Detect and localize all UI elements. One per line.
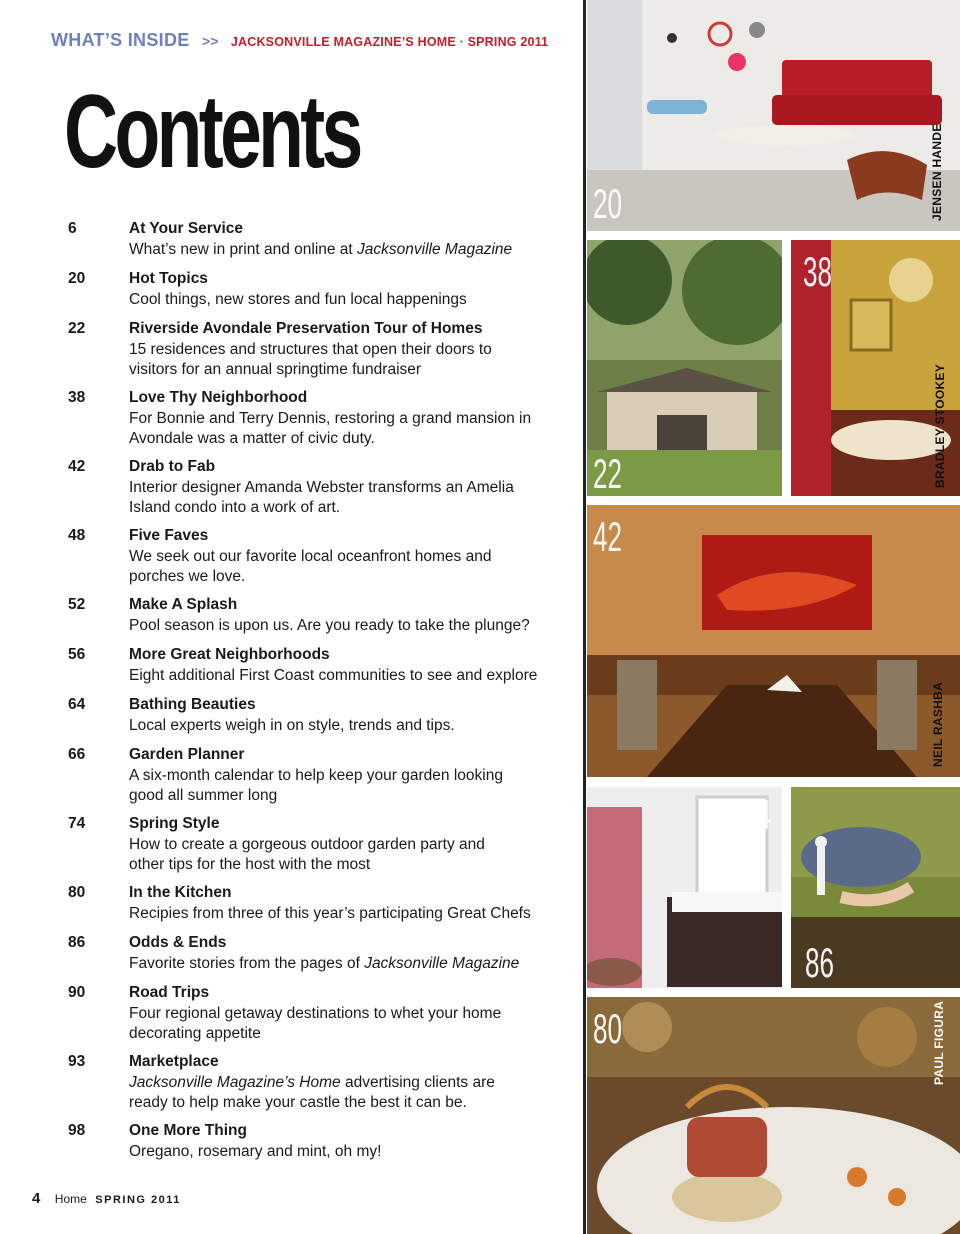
arrow-marker: >> <box>202 33 219 49</box>
page-title: Contents <box>64 74 360 190</box>
toc-description: How to create a gorgeous outdoor garden party and other tips for the host with the most <box>129 836 485 873</box>
toc-title: Make A Splash <box>129 596 238 613</box>
photo-page-number: 22 <box>593 450 622 496</box>
page-footer <box>32 1190 181 1208</box>
toc-description: Interior designer Amanda Webster transforms an Amelia Island condo into a work of art. <box>129 479 514 516</box>
toc-page-number: 80 <box>68 884 86 901</box>
toc-page-number: 20 <box>68 270 86 287</box>
toc-description: Oregano, rosemary and mint, oh my! <box>129 1143 382 1160</box>
toc-page-number: 64 <box>68 696 86 713</box>
photo-credit: PAUL FIGURA <box>932 1000 946 1085</box>
toc-title: Drab to Fab <box>129 458 216 475</box>
toc-page-number: 86 <box>68 934 86 951</box>
toc-description: A six-month calendar to help keep your garden looking good all summer long <box>129 767 503 804</box>
toc-description: Eight additional First Coast communities to see and explore <box>129 667 538 684</box>
photo-credit: NEIL RASHBA <box>931 681 945 767</box>
toc-description: 15 residences and structures that open their doors to visitors for an annual springtime fundraiser <box>129 341 492 378</box>
toc-title: Marketplace <box>129 1053 219 1070</box>
photo-page-number: 86 <box>805 939 834 986</box>
photo-page-number: 42 <box>593 513 622 560</box>
photo-bathroom[interactable] <box>587 787 782 988</box>
toc-title: In the Kitchen <box>129 884 232 901</box>
photo-page-number: 80 <box>593 1005 622 1052</box>
toc-title: Hot Topics <box>129 270 208 287</box>
photo-house-exterior[interactable] <box>587 240 782 496</box>
toc-page-number: 48 <box>68 527 86 544</box>
photo-living-room[interactable] <box>587 0 960 231</box>
living-room-illustration <box>587 0 960 231</box>
toc-description: Cool things, new stores and fun local happenings <box>129 291 467 308</box>
toc-page-number: 98 <box>68 1122 86 1139</box>
toc-title: Riverside Avondale Preservation Tour of Homes <box>129 320 483 337</box>
photo-credit: JENSEN HANDE <box>930 123 944 221</box>
toc-title: Road Trips <box>129 984 210 1001</box>
toc-title: More Great Neighborhoods <box>129 646 330 663</box>
folio-page-number: 4 <box>32 1190 41 1207</box>
section-label: WHAT’S INSIDE <box>51 30 190 50</box>
photo-garden-figurine[interactable] <box>791 787 960 988</box>
toc-description: Local experts weigh in on style, trends and tips. <box>129 717 455 734</box>
toc-description: For Bonnie and Terry Dennis, restoring a grand mansion in Avondale was a matter of civic duty. <box>129 410 532 447</box>
toc-page-number: 52 <box>68 596 86 613</box>
toc-description: We seek out our favorite local oceanfront homes and porches we love. <box>129 548 492 585</box>
toc-description: Recipies from three of this year’s participating Great Chefs <box>129 905 531 922</box>
toc-title: Garden Planner <box>129 746 245 763</box>
toc-page-number: 6 <box>68 220 77 237</box>
photo-page-number: 38 <box>803 248 832 295</box>
toc-page-number: 90 <box>68 984 86 1001</box>
toc-title: Five Faves <box>129 527 209 544</box>
toc-page-number: 66 <box>68 746 86 763</box>
folio-magazine-name: Home <box>54 1192 87 1206</box>
photo-page-number: 20 <box>593 180 622 227</box>
toc-description: Favorite stories from the pages of Jacksonville Magazine <box>129 955 520 972</box>
toc-page-number: 74 <box>68 815 86 832</box>
toc-description: Jacksonville Magazine’s Home advertising clients are ready to help make your castle the best it can be. <box>129 1074 495 1111</box>
photo-dining-red-art[interactable] <box>587 505 960 777</box>
section-header <box>51 30 548 51</box>
toc-title: One More Thing <box>129 1122 247 1139</box>
plated-dish-illustration <box>587 997 960 1234</box>
toc-page-number: 42 <box>68 458 86 475</box>
column-divider <box>583 0 586 1234</box>
toc-description: What’s new in print and online at Jacksonville Magazine <box>129 241 513 258</box>
publication-line: JACKSONVILLE MAGAZINE’S HOME · SPRING 2011 <box>230 35 549 49</box>
toc-title: Bathing Beauties <box>129 696 256 713</box>
toc-title: Odds & Ends <box>129 934 227 951</box>
toc-title: Spring Style <box>129 815 220 832</box>
toc-title: Love Thy Neighborhood <box>129 389 308 406</box>
dining-art-illustration <box>587 505 960 777</box>
photo-credit: BRADLEY STOOKEY <box>933 363 947 488</box>
toc-description: Pool season is upon us. Are you ready to take the plunge? <box>129 617 530 634</box>
toc-title: At Your Service <box>129 220 244 237</box>
folio-season: SPRING 2011 <box>95 1194 181 1206</box>
photo-dining-yellow[interactable] <box>791 240 960 496</box>
toc-page-number: 38 <box>68 389 86 406</box>
toc-page-number: 93 <box>68 1053 86 1070</box>
photo-page-number: 64 <box>742 791 771 838</box>
toc-description: Four regional getaway destinations to whet your home decorating appetite <box>129 1005 502 1042</box>
toc-page-number: 22 <box>68 320 86 337</box>
toc-page-number: 56 <box>68 646 86 663</box>
photo-plated-dish[interactable] <box>587 997 960 1234</box>
